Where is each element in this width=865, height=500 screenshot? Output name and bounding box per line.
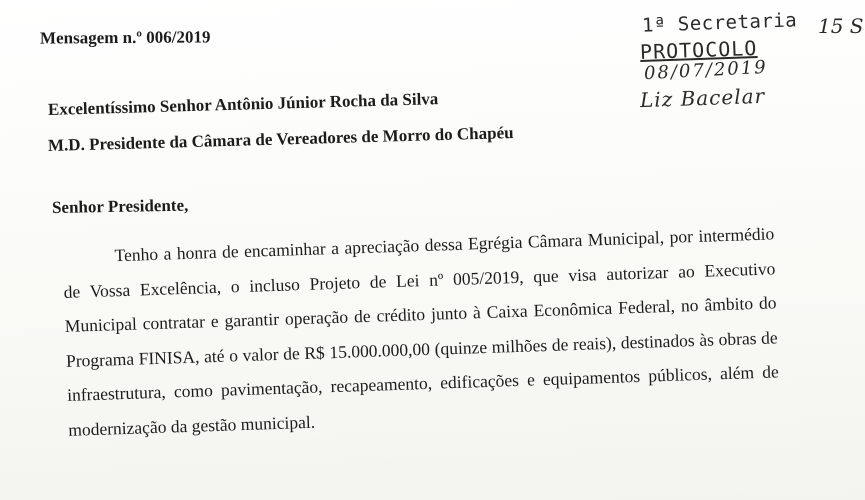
addressee-title: M.D. Presidente da Câmara de Vereadores de Morro do Chapéu bbox=[47, 122, 514, 155]
stamp-date: 08/07/2019 bbox=[643, 56, 769, 85]
stamp-office: 1ª Secretaria bbox=[641, 9, 798, 37]
protocol-stamp bbox=[639, 8, 864, 118]
body-paragraph: Tenho a honra de encaminhar a apreciação dessa Egrégia Câmara Municipal, por intermédio de Vossa Excelência, o incluso Projeto de Lei nº 005/2019, que visa autorizar ao Executivo Municipal contratar e garantir operação de crédito junto à Caixa Econômica Federal, no âmbito do Programa FINISA, até o valor de R$ 15.000.000,00 (quinze milhões de reais), destinados às obras de infraestrutura, como pavimentação, recapeamento, edificações e equipamentos públicos, além de modernização da gestão municipal. bbox=[63, 223, 780, 440]
stamp-label: PROTOCOLO bbox=[639, 35, 758, 65]
stamp-edge-marks: 15 S bbox=[818, 14, 864, 38]
salutation: Senhor Presidente, bbox=[51, 195, 189, 217]
message-reference: Mensagem n.º 006/2019 bbox=[39, 27, 211, 48]
stamp-signature: Liz Bacelar bbox=[639, 83, 766, 113]
addressee-name: Excelentíssimo Senhor Antônio Júnior Rocha da Silva bbox=[47, 89, 439, 119]
